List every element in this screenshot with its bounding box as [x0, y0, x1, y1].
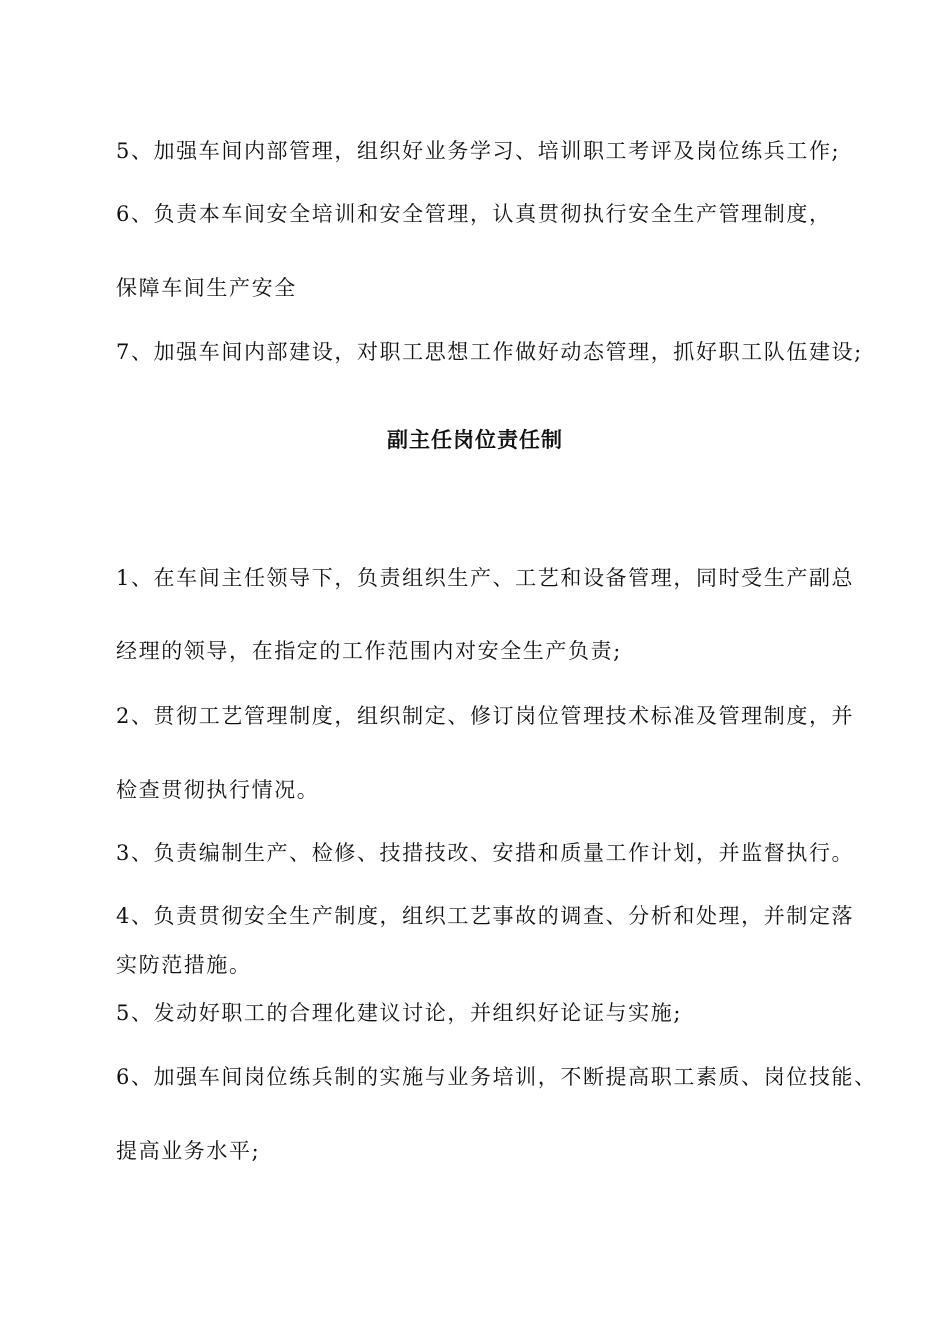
paragraph-item-7: 7、加强车间内部建设，对职工思想工作做好动态管理，抓好职工队伍建设;: [116, 340, 863, 364]
paragraph-item-2-continued: 检查贯彻执行情况。: [116, 778, 320, 802]
paragraph-item-4: 4、负责贯彻安全生产制度，组织工艺事故的调查、分析和处理，并制定落: [116, 904, 855, 928]
paragraph-item-5b: 5、发动好职工的合理化建议讨论，并组织好论证与实施;: [116, 1001, 683, 1025]
paragraph-item-5: 5、加强车间内部管理，组织好业务学习、培训职工考评及岗位练兵工作;: [116, 139, 841, 163]
section-title: 副主任岗位责任制: [387, 428, 563, 452]
paragraph-item-3: 3、负责编制生产、检修、技措技改、安措和质量工作计划，并监督执行。: [116, 841, 855, 865]
paragraph-item-1: 1、在车间主任领导下，负责组织生产、工艺和设备管理，同时受生产副总: [116, 566, 855, 590]
paragraph-item-6: 6、负责本车间安全培训和安全管理，认真贯彻执行安全生产管理制度，: [116, 202, 832, 226]
paragraph-item-1-continued: 经理的领导，在指定的工作范围内对安全生产负责;: [116, 639, 622, 663]
paragraph-item-2: 2、贯彻工艺管理制度，组织制定、修订岗位管理技术标准及管理制度，并: [116, 704, 855, 728]
paragraph-item-6b: 6、加强车间岗位练兵制的实施与业务培训，不断提高职工素质、岗位技能、: [116, 1065, 877, 1089]
paragraph-item-6-continued: 保障车间生产安全: [116, 276, 297, 300]
paragraph-item-4-continued: 实防范措施。: [116, 953, 252, 977]
paragraph-item-6b-continued: 提高业务水平;: [116, 1139, 261, 1163]
